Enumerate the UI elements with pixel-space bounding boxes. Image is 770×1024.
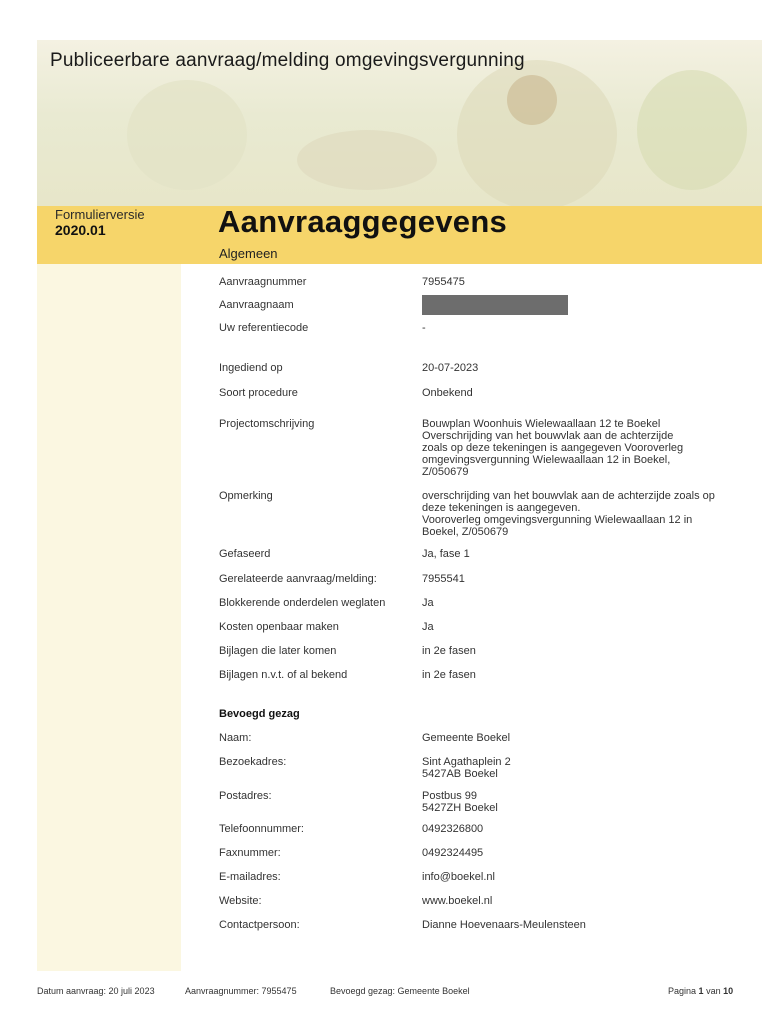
footer-pagination (668, 986, 733, 996)
field-label: Soort procedure (219, 387, 298, 399)
field-label: Bijlagen n.v.t. of al bekend (219, 669, 348, 681)
footer-date: Datum aanvraag: 20 juli 2023 (37, 986, 155, 996)
field-label: Aanvraagnaam (219, 299, 294, 311)
field-value: - (422, 322, 426, 334)
footer-authority: Bevoegd gezag: Gemeente Boekel (330, 986, 470, 996)
field-label: Bijlagen die later komen (219, 645, 337, 657)
document-title: Publiceerbare aanvraag/melding omgevingsvergunning (50, 50, 525, 71)
field-value: Z/050679 (422, 466, 469, 478)
field-value: Sint Agathaplein 2 (422, 756, 511, 768)
field-value: Ja (422, 621, 434, 633)
section-heading-bevoegd-gezag: Bevoegd gezag (219, 708, 300, 720)
field-value: zoals op deze tekeningen is aangegeven Vooroverleg (422, 442, 684, 454)
field-label: Gefaseerd (219, 548, 271, 560)
field-label: Uw referentiecode (219, 322, 309, 334)
field-label: Telefoonnummer: (219, 823, 304, 835)
field-value: in 2e fasen (422, 645, 476, 657)
field-label: Blokkerende onderdelen weglaten (219, 597, 386, 609)
section-subtitle: Algemeen (219, 246, 278, 261)
field-value: Vooroverleg omgevingsvergunning Wielewaallaan 12 in (422, 514, 693, 526)
field-value: Gemeente Boekel (422, 732, 511, 744)
field-value: 7955475 (422, 276, 465, 288)
field-value: 5427ZH Boekel (422, 802, 498, 814)
field-value: Onbekend (422, 387, 473, 399)
field-value: Dianne Hoevenaars-Meulensteen (422, 919, 586, 931)
field-label: Aanvraagnummer (219, 276, 307, 288)
field-value: 20-07-2023 (422, 362, 479, 374)
field-value: Boekel, Z/050679 (422, 526, 509, 538)
field-value: 7955541 (422, 573, 465, 585)
field-value: Ja, fase 1 (422, 548, 470, 560)
field-label: Faxnummer: (219, 847, 281, 859)
field-value: Ja (422, 597, 434, 609)
field-value: omgevingsvergunning Wielewaallaan 12 in Boekel, (422, 454, 671, 466)
field-value: 0492324495 (422, 847, 484, 859)
field-label: E-mailadres: (219, 871, 281, 883)
field-value: Postbus 99 (422, 790, 478, 802)
field-label: Naam: (219, 732, 252, 744)
field-label: Ingediend op (219, 362, 283, 374)
form-version-value: 2020.01 (55, 222, 106, 238)
page-title: Aanvraaggegevens (218, 204, 508, 239)
field-value: 0492326800 (422, 823, 484, 835)
field-label: Postadres: (219, 790, 272, 802)
footer-request-number: Aanvraagnummer: 7955475 (185, 986, 297, 996)
field-value: in 2e fasen (422, 669, 476, 681)
field-label: Projectomschrijving (219, 418, 315, 430)
field-label: Opmerking (219, 490, 273, 502)
field-label: Contactpersoon: (219, 919, 300, 931)
field-value: Bouwplan Woonhuis Wielewaallaan 12 te Boekel (422, 418, 661, 430)
field-label: Website: (219, 895, 262, 907)
field-label: Kosten openbaar maken (219, 621, 339, 633)
page-label: Pagina (668, 986, 697, 996)
field-label: Bezoekadres: (219, 756, 287, 768)
field-label: Gerelateerde aanvraag/melding: (219, 573, 377, 585)
field-value: Overschrijding van het bouwvlak aan de achterzijde (422, 430, 674, 442)
field-value: deze tekeningen is aangegeven. (422, 502, 581, 514)
form-version-label: Formulierversie (55, 207, 145, 222)
left-margin-strip (37, 206, 181, 971)
page-total: 10 (723, 986, 734, 996)
email-link[interactable]: info@boekel.nl (422, 871, 495, 883)
page-separator: van (706, 986, 721, 996)
redacted-block (422, 295, 568, 315)
page-current: 1 (698, 986, 704, 996)
website-link[interactable]: www.boekel.nl (422, 895, 493, 907)
field-value: 5427AB Boekel (422, 768, 498, 780)
field-value: overschrijding van het bouwvlak aan de achterzijde zoals op (422, 490, 715, 502)
